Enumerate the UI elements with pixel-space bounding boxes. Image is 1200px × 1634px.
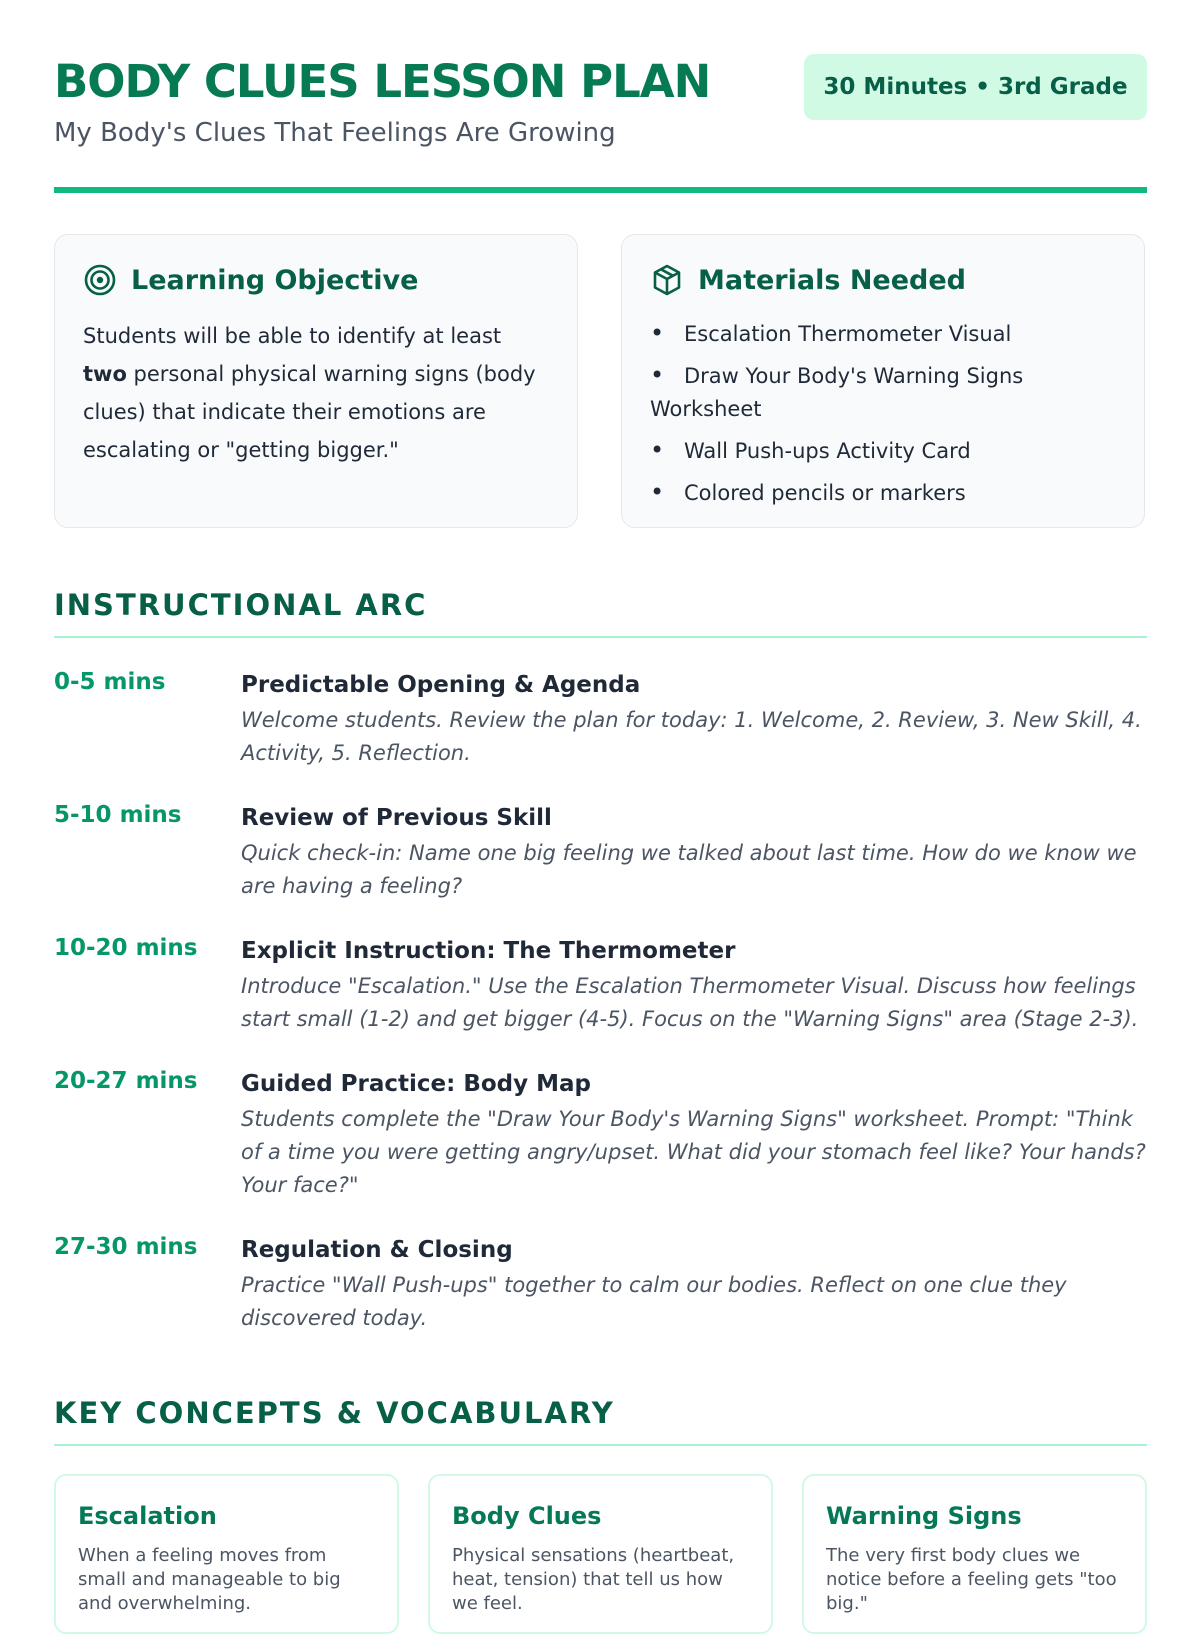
vocabulary-divider [54,1444,1147,1446]
materials-needed-title: Materials Needed [698,264,967,296]
materials-list [650,317,1116,510]
target-icon [83,263,117,297]
arc-step-time: 27-30 mins [54,1234,198,1260]
materials-needed-header [650,263,1116,297]
vocab-term: Body Clues [452,1502,602,1530]
arc-step-title: Guided Practice: Body Map [241,1071,592,1097]
page-subtitle: My Body's Clues That Feelings Are Growing [54,118,616,148]
arc-step-body [241,1068,1147,1202]
materials-item-text: Escalation Thermometer Visual [684,322,1012,346]
duration-grade-badge: 30 Minutes • 3rd Grade [804,54,1147,120]
materials-list-item: • Draw Your Body's Warning Signs Worksheet [650,361,1024,421]
arc-step-title: Review of Previous Skill [241,805,552,831]
materials-item-text: Colored pencils or markers [684,481,966,505]
box-icon [650,263,684,297]
materials-needed-card [621,234,1145,528]
learning-objective-text [83,317,549,469]
objective-text-before: Students will be able to identify at least [83,324,502,348]
arc-step-time: 0-5 mins [54,669,166,695]
arc-step-title: Predictable Opening & Agenda [241,672,641,698]
arc-step-time: 10-20 mins [54,935,198,961]
arc-step-title: Regulation & Closing [241,1237,513,1263]
vocab-card [54,1474,399,1634]
vocabulary-heading: KEY CONCEPTS & VOCABULARY [54,1396,615,1430]
materials-list-item: • Escalation Thermometer Visual [650,319,1012,347]
arc-step-description: Practice "Wall Push-ups" together to calm our bodies. Reflect on one clue they discovered today. [241,1273,1067,1330]
learning-objective-title: Learning Objective [131,264,419,296]
vocab-definition: Physical sensations (heartbeat, heat, tension) that tell us how we feel. [452,1545,735,1614]
arc-step-description: Quick check-in: Name one big feeling we talked about last time. How do we know we are having a feeling? [241,841,1137,898]
instructional-arc-divider [54,636,1147,638]
arc-step-title: Explicit Instruction: The Thermometer [241,938,736,964]
arc-step-body [241,1234,1147,1335]
vocab-card [802,1474,1147,1634]
arc-step-time: 20-27 mins [54,1068,198,1094]
arc-step-time: 5-10 mins [54,802,182,828]
materials-list-item: • Colored pencils or markers [650,478,966,506]
page-title: BODY CLUES LESSON PLAN [54,55,711,108]
arc-step-body [241,669,1147,770]
vocab-card [428,1474,773,1634]
learning-objective-card [54,234,578,528]
objective-text-bold: two [83,362,127,386]
arc-step-body [241,935,1147,1036]
arc-step-description: Introduce "Escalation." Use the Escalation Thermometer Visual. Discuss how feelings start small (1-2) and get bigger (4-5). Focus on the "Warning Signs" area (Stage 2-3). [241,974,1139,1031]
arc-step-body [241,802,1147,903]
arc-step-description: Students complete the "Draw Your Body's Warning Signs" worksheet. Prompt: "Think of a time you were getting angry/upset. What did your stomach feel like? Your hands? Your face?" [241,1107,1146,1197]
vocab-term: Warning Signs [826,1502,1022,1530]
learning-objective-header [83,263,549,297]
vocab-term: Escalation [78,1502,217,1530]
vocab-definition: When a feeling moves from small and manageable to big and overwhelming. [78,1545,341,1614]
header-divider [54,187,1147,193]
objective-text-after: personal physical warning signs (body clues) that indicate their emotions are escalating or "getting bigger." [83,362,536,462]
materials-list-item: • Wall Push-ups Activity Card [650,436,971,464]
arc-step-description: Welcome students. Review the plan for today: 1. Welcome, 2. Review, 3. New Skill, 4. Activity, 5. Reflection. [241,708,1142,765]
materials-item-text: Wall Push-ups Activity Card [684,439,971,463]
materials-item-text: Draw Your Body's Warning Signs Worksheet [650,364,1024,421]
instructional-arc-heading: INSTRUCTIONAL ARC [54,588,428,622]
vocab-definition: The very first body clues we notice before a feeling gets "too big." [826,1545,1117,1614]
